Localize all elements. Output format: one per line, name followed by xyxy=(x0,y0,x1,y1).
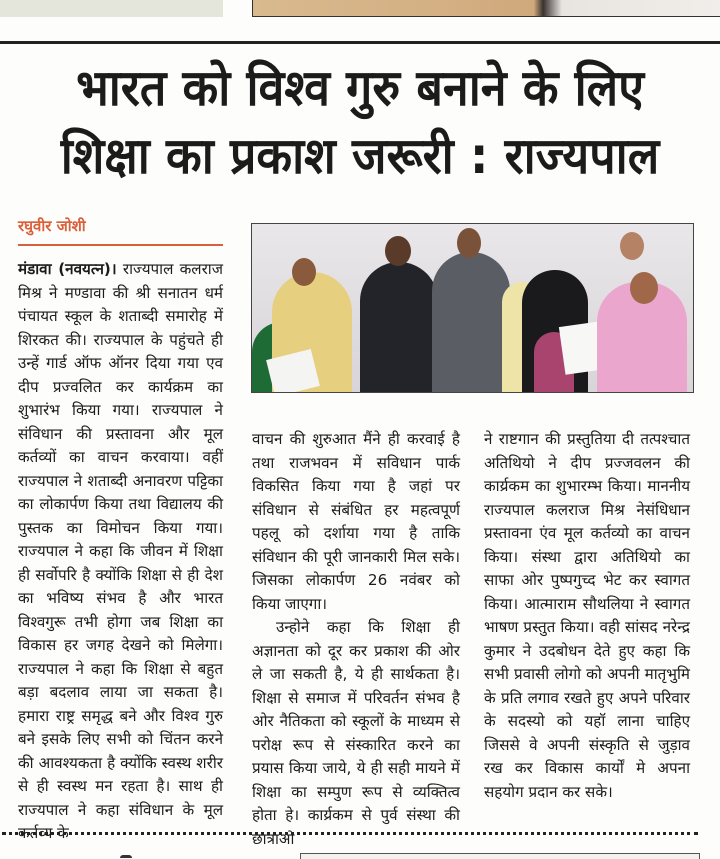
column-2-paragraph-2: उन्होने कहा कि शिक्षा ही अज्ञानता को दूर कर प्रकाश की ओर ले जा सकती है, ये ही सार्थकता है। शिक्षा से समाज में परिवर्तन संभव है ओर नैतिकता को स्कूलों के माध्यम से परोक्ष रूप से संस्कारित करने का प्रयास किया जाये, ये ही सही मायने में शिक्षा का सम्पुण रूप से व्यक्तित्व होता हे। कार्य्रकम से पुर्व संस्था की छात्राओ xyxy=(252,618,460,848)
article-column-2 xyxy=(252,428,460,851)
headline xyxy=(25,54,695,190)
headline-line-1: भारत को विश्व गुरु बनाने के लिए xyxy=(76,59,644,117)
column-3-paragraph: ने राष्टगान की प्रस्तुतिया दी तत्पश्चात अतिथियो ने दीप प्रज्जवलन की कार्य्रकम का शुभारम्भ किया। माननीय राज्यपाल कलराज मिश्र नेसंधिधान प्रस्तावना एंव मूल कर्तव्यो का वाचन किया। संस्था द्वारा अतिथियो का साफा ओर पुष्पगुच्द भेट कर स्वागत किया। आत्माराम सौथलिया ने स्वागत भाषण प्रस्तुत किया। वही सांसद नरेन्द्र कुमार ने उदबोधन देते हुए कहा कि सभी प्रवासी लोगो को अपनी मातृभुमि के प्रति लगाव रखते हुए अपने परिवार के सदस्यो को यहॉ लाना चाहिए जिससे वे अपनी संस्कृति से जुड़ाव रख कर विकास कार्यों मे अपना सहयोग प्रदान कर सके। xyxy=(484,430,690,801)
article-column-1 xyxy=(18,258,223,846)
event-photo xyxy=(251,223,694,393)
next-article-photo xyxy=(300,853,700,859)
column-1-text: राज्यपाल कलराज मिश्र ने मण्डावा की श्री सनातन धर्म पंचायत स्कूल के शताब्दी समारोह में शिरकत की। राज्यपाल के पहुंचते ही उन्हें गार्ड ऑफ ऑनर दिया गया एव दीप प्रज्वलित कर कार्यक्रम का शुभारंभ किया गया। राज्यपाल ने संविधान की प्रस्तावना और मूल कर्तव्यों का वाचन करवाया। वहीं राज्यपाल ने शताब्दी अनावरण पट्टिका का लोकार्पण किया तथा विद्यालय की पुस्तक का विमोचन किया गया। राज्यपाल ने कहा कि जीवन में शिक्षा ही सर्वोपरि है क्योंकि शिक्षा से ही देश का भविष्य संभव है और भारत विश्वगुरू तभी होगा जब शिक्षा का विकास हर जगह देखने को मिलेगा। राज्यपाल ने कहा कि शिक्षा से बहुत बड़ा बदलाव लाया जा सकता है। हमारा राष्ट्र समृद्ध बने और विश्व गुरु बने इसके लिए सभी को चिंतन करने की आवश्यकता है क्योंकि स्वस्थ शरीर से ही स्वस्थ मन रहता है। साथ ही राज्यपाल ने कहा संविधान के मूल कर्तव्य के xyxy=(18,260,224,842)
previous-article-box xyxy=(0,0,223,17)
column-2-paragraph-1: वाचन की शुरुआत मैंने ही करवाई है तथा राजभवन में सविधान पार्क विकसित किया गया है जहां पर संविधान से संबंधित हर महत्वपूर्ण पहलू को दर्शाया गया है ताकि संविधान की पूरी जानकारी मिल सके। जिसका लोकार्पण 26 नवंबर को किया जाएगा। xyxy=(252,430,460,613)
dateline: मंडावा (नवयत्न)। xyxy=(18,260,117,278)
section-rule xyxy=(0,41,720,44)
byline-rule xyxy=(18,244,223,246)
byline: रघुवीर जोशी xyxy=(18,217,86,235)
article-column-3 xyxy=(484,428,690,804)
column-1-paragraph xyxy=(18,258,223,846)
previous-article-photo xyxy=(252,0,720,17)
dotted-divider xyxy=(2,832,698,835)
headline-line-2: शिक्षा का प्रकाश जरूरी : राज्यपाल xyxy=(60,127,660,185)
